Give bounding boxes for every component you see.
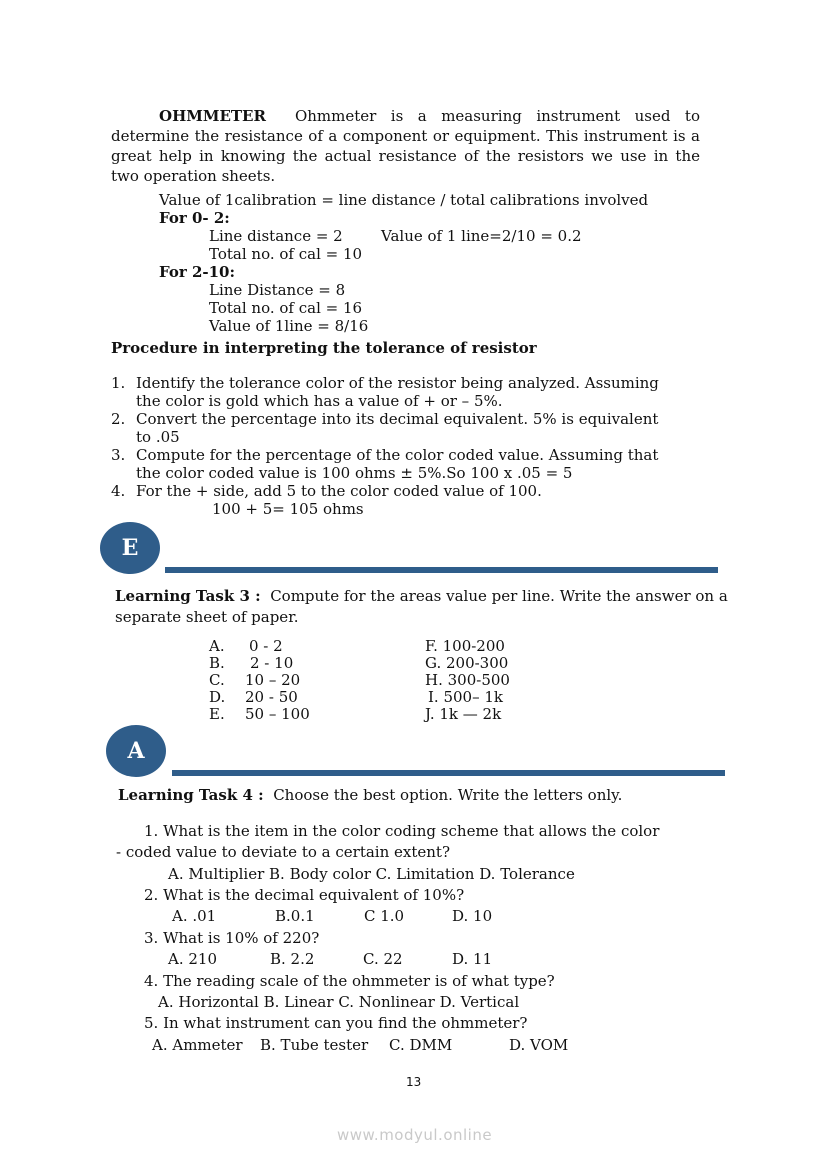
option-range: 20 - 50	[245, 688, 298, 706]
procedure-result: 100 + 5= 105 ohms	[212, 500, 364, 518]
question-option: D. VOM	[509, 1036, 569, 1054]
range2-line-distance: Line Distance = 8	[209, 281, 346, 299]
question-option: C. DMM	[389, 1036, 453, 1054]
option-letter: C.	[209, 671, 225, 689]
calibration-formula: Value of 1calibration = line distance / total calibrations involved	[159, 191, 649, 209]
question-option: D. 11	[452, 950, 493, 968]
option-range: 0 - 2	[249, 637, 283, 655]
range2-heading: For 2-10:	[159, 263, 236, 281]
intro-text: Ohmmeter is a measuring instrument used to determine the resistance of a component or equipment. This instrument is a great help in knowing the actual resistance of the resistors we use in the two operation sheets.	[111, 107, 700, 185]
option-letter: A.	[209, 637, 225, 655]
question-option: B. Tube tester	[260, 1036, 369, 1054]
question-text: 1. What is the item in the color coding scheme that allows the color	[144, 822, 660, 840]
question-option: A. Ammeter	[152, 1036, 243, 1054]
question-text: 4. The reading scale of the ohmmeter is of what type?	[144, 972, 555, 990]
section-e-rule	[165, 567, 718, 573]
range1-total-cal: Total no. of cal = 10	[209, 245, 363, 263]
intro-paragraph	[111, 106, 700, 186]
question-options: A. Multiplier B. Body color C. Limitation D. Tolerance	[168, 865, 575, 883]
option-letter: E.	[209, 705, 225, 723]
option-letter: B.	[209, 654, 225, 672]
task3-text: Compute for the areas value per line. Write the answer on a	[270, 587, 728, 605]
question-option: D. 10	[452, 907, 493, 925]
option-item: G. 200-300	[425, 654, 509, 672]
step-text: For the + side, add 5 to the color coded value of 100.	[136, 482, 542, 500]
task3-line1	[115, 587, 728, 605]
task3-label: Learning Task 3 :	[115, 587, 261, 605]
range2-total-cal: Total no. of cal = 16	[209, 299, 363, 317]
step-number: 2.	[111, 410, 126, 428]
question-option: B. 2.2	[270, 950, 315, 968]
step-number: 1.	[111, 374, 126, 392]
range2-value-line: Value of 1line = 8/16	[209, 317, 369, 335]
option-range: 2 - 10	[250, 654, 294, 672]
step-text: Convert the percentage into its decimal equivalent. 5% is equivalent	[136, 410, 659, 428]
question-option: B.0.1	[275, 907, 315, 925]
task4-line	[118, 786, 622, 804]
question-options: A. Horizontal B. Linear C. Nonlinear D. Vertical	[158, 993, 520, 1011]
range1-line-distance: Line distance = 2	[209, 227, 343, 245]
option-range: 10 – 20	[245, 671, 301, 689]
option-item: J. 1k — 2k	[425, 705, 502, 723]
question-option: C 1.0	[364, 907, 405, 925]
step-text: the color coded value is 100 ohms ± 5%.So 100 x .05 = 5	[136, 464, 573, 482]
step-text: to .05	[136, 428, 180, 446]
step-text: Compute for the percentage of the color coded value. Assuming that	[136, 446, 659, 464]
question-text: - coded value to deviate to a certain extent?	[116, 843, 450, 861]
section-a-rule	[172, 770, 725, 776]
intro-term: OHMMETER	[159, 107, 266, 125]
question-option: C. 22	[363, 950, 403, 968]
step-text: the color is gold which has a value of + or – 5%.	[136, 392, 503, 410]
task4-label: Learning Task 4 :	[118, 786, 264, 804]
step-text: Identify the tolerance color of the resistor being analyzed. Assuming	[136, 374, 659, 392]
option-item: I. 500– 1k	[428, 688, 503, 706]
section-e-badge: E	[100, 522, 160, 574]
option-item: H. 300-500	[425, 671, 510, 689]
option-letter: D.	[209, 688, 226, 706]
task4-text: Choose the best option. Write the letters only.	[273, 786, 623, 804]
question-text: 2. What is the decimal equivalent of 10%?	[144, 886, 465, 904]
step-number: 4.	[111, 482, 126, 500]
question-text: 3. What is 10% of 220?	[144, 929, 320, 947]
option-item: F. 100-200	[425, 637, 505, 655]
watermark: www.modyul.online	[337, 1126, 493, 1144]
page-number: 13	[406, 1075, 422, 1089]
option-range: 50 – 100	[245, 705, 310, 723]
task3-text-line2: separate sheet of paper.	[115, 608, 299, 626]
question-text: 5. In what instrument can you find the ohmmeter?	[144, 1014, 528, 1032]
question-option: A. 210	[168, 950, 217, 968]
procedure-heading: Procedure in interpreting the tolerance of resistor	[111, 339, 537, 357]
range1-heading: For 0- 2:	[159, 209, 230, 227]
section-a-badge: A	[106, 725, 166, 777]
question-option: A. .01	[172, 907, 217, 925]
range1-value-line: Value of 1 line=2/10 = 0.2	[381, 227, 582, 245]
step-number: 3.	[111, 446, 126, 464]
